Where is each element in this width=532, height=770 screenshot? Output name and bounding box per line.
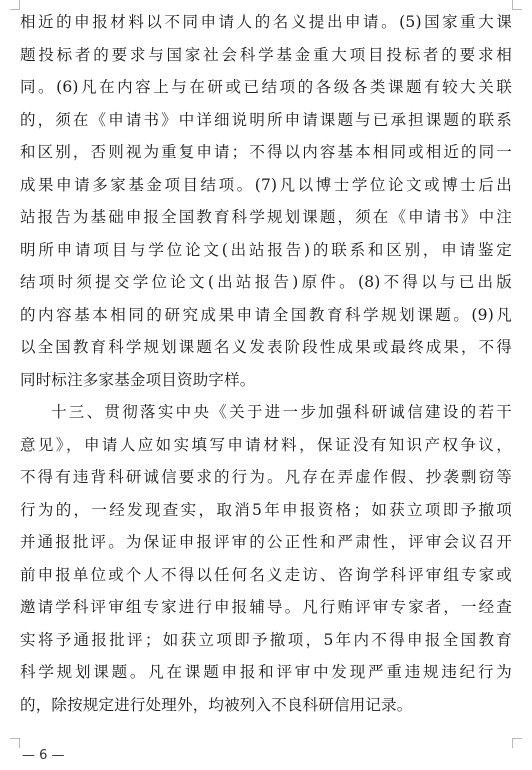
text-line: 邀请学科评审组专家进行申报辅导。凡行贿评审专家者，一经查 [20, 598, 512, 616]
text-line: 成果申请多家基金项目结项。(7)凡以博士学位论文或博士后出 [20, 175, 512, 194]
text-line: 和区别，否则视为重复申请；不得以内容基本相同或相近的同一 [20, 143, 512, 161]
text-line: 同时标注多家基金项目资助字样。 [20, 370, 256, 389]
text-line: 同。(6)凡在内容上与在研或已结项的各级各类课题有较大关联 [20, 78, 512, 96]
text-line: 并通报批评。为保证申报评审的公正性和严肃性，评审会议召开 [20, 533, 512, 551]
page-number: — 6 — [22, 748, 65, 763]
text-line: 科学规划课题。凡在课题申报和评审中发现严重违规违纪行为 [20, 663, 512, 681]
crop-mark-bottom-left [10, 738, 20, 748]
text-line: 实将予通报批评；如获立项即予撤项，5年内不得申报全国教育 [20, 630, 512, 649]
text-line: 的，除按规定进行处理外，均被列入不良科研信用记录。 [20, 695, 413, 714]
crop-mark-bottom-right [512, 738, 522, 748]
text-line: 明所申请项目与学位论文(出站报告)的联系和区别，申请鉴定 [20, 240, 512, 259]
crop-mark-top-right [512, 0, 522, 10]
text-line: 不得有违背科研诚信要求的行为。凡存在弄虚作假、抄袭剽窃等 [20, 468, 512, 486]
paragraph-start-line: 十三、贯彻落实中央《关于进一步加强科研诚信建设的若干 [51, 403, 512, 421]
text-line: 的内容基本相同的研究成果申请全国教育科学规划课题。(9)凡 [20, 305, 512, 324]
text-line: 以全国教育科学规划课题名义发表阶段性成果或最终成果，不得 [20, 338, 512, 356]
text-line: 前申报单位或个人不得以任何名义走访、咨询学科评审组专家或 [20, 565, 512, 584]
text-line: 相近的申报材料以不同申请人的名义提出申请。(5)国家重大课 [20, 13, 512, 31]
text-line: 意见》，申请人应如实填写申请材料，保证没有知识产权争议， [20, 435, 512, 454]
text-line: 的，须在《申请书》中详细说明所申请课题与已承担课题的联系 [20, 110, 512, 129]
text-line: 题投标者的要求与国家社会科学基金重大项目投标者的要求相 [20, 45, 512, 64]
text-line: 站报告为基础申报全国教育科学规划课题，须在《申请书》中注 [20, 208, 512, 226]
text-line: 行为的，一经发现查实，取消5年申报资格；如获立项即予撤项 [20, 500, 512, 519]
body-text [20, 6, 512, 721]
crop-mark-top-left [10, 0, 20, 10]
text-line: 结项时须提交学位论文(出站报告)原件。(8)不得以与已出版 [20, 273, 512, 291]
